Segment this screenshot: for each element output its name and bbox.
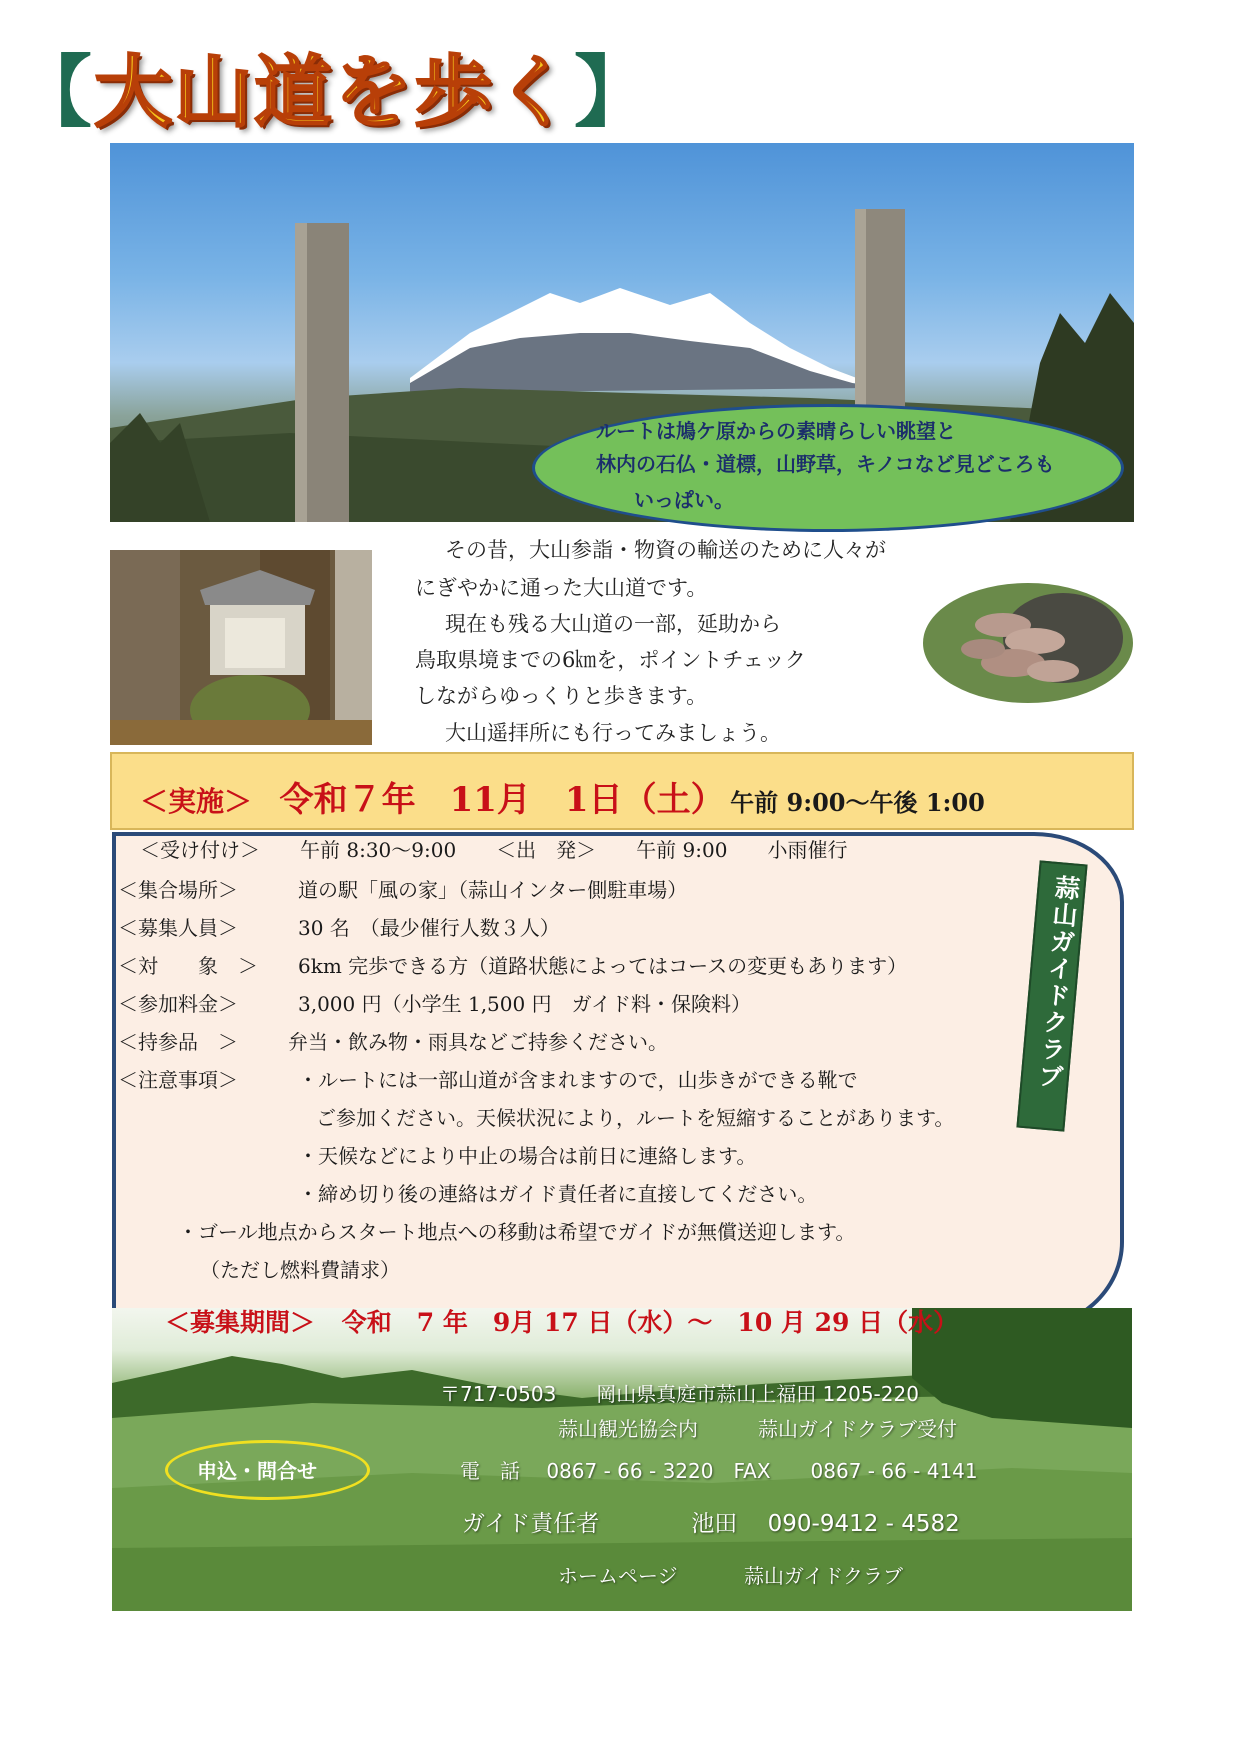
detail-label: ＜対 象 ＞ — [118, 954, 258, 978]
detail-value: 30 名 （最少催行人数３人） — [298, 916, 560, 940]
contact-guide: ガイド責任者 池田 090-9412 - 4582 — [462, 1511, 960, 1537]
note-line: ・天候などにより中止の場合は前日に連絡します。 — [298, 1144, 757, 1168]
intro-line: 鳥取県境までの6㎞を，ポイントチェック — [415, 648, 806, 672]
bubble-line: いっぱい。 — [634, 488, 734, 512]
title-bracket-open: 【 — [14, 47, 95, 138]
note-line: ご参加ください。天候状況により，ルートを短縮することがあります。 — [316, 1106, 955, 1130]
detail-label: ＜参加料金＞ — [118, 992, 238, 1016]
note-line: （ただし燃料費請求） — [200, 1258, 400, 1282]
period-label: ＜募集期間＞ — [165, 1308, 316, 1337]
mushroom-photo — [923, 583, 1133, 703]
intro-line: その昔，大山参詣・物資の輸送のために人々が — [445, 538, 886, 562]
contact-homepage: ホームページ 蒜山ガイドクラブ — [558, 1564, 903, 1588]
reception-row: ＜受け付け＞ 午前 8:30～9:00 ＜出 発＞ 午前 9:00 小雨催行 — [140, 838, 848, 862]
detail-label: ＜集合場所＞ — [118, 878, 238, 902]
detail-label: ＜持参品 ＞ — [118, 1030, 238, 1054]
period-value: 令和 7 年 9月 17 日（水）～ 10 月 29 日（水） — [341, 1308, 959, 1337]
intro-line: 大山遥拝所にも行ってみましょう。 — [445, 721, 781, 745]
detail-value: 弁当・飲み物・雨具などご持参ください。 — [288, 1030, 668, 1054]
event-time: 午前 9:00〜午後 1:00 — [730, 788, 985, 817]
intro-line: しながらゆっくりと歩きます。 — [415, 684, 708, 708]
detail-value: 6km 完歩できる方（道路状態によってはコースの変更もあります） — [298, 954, 908, 978]
detail-value: 道の駅「風の家」（蒜山インター側駐車場） — [298, 878, 688, 902]
intro-line: にぎやかに通った大山道です。 — [415, 576, 708, 600]
intro-line: 現在も残る大山道の一部，延助から — [445, 612, 781, 636]
detail-value: 3,000 円（小学生 1,500 円 ガイド料・保険料） — [298, 992, 751, 1016]
detail-value: ・ルートには一部山道が含まれますので，山歩きができる靴で — [298, 1068, 858, 1092]
application-period — [165, 1303, 958, 1339]
schedule-label: ＜実施＞ — [140, 785, 253, 818]
contact-address: 〒717-0503 岡山県真庭市蒜山上福田 1205-220 — [440, 1382, 919, 1406]
title-text: 大山道を歩く — [94, 47, 575, 138]
page-title — [14, 30, 654, 142]
shrine-photo — [110, 550, 372, 745]
event-schedule — [140, 772, 985, 821]
apply-label: 申込・問合せ — [197, 1459, 317, 1483]
bubble-line: 林内の石仏・道標，山野草，キノコなど見どころも — [596, 452, 1055, 476]
bubble-line: ルートは鳩ケ原からの素晴らしい眺望と — [596, 419, 956, 443]
title-bracket-close: 】 — [574, 47, 655, 138]
contact-office: 蒜山観光協会内 蒜山ガイドクラブ受付 — [558, 1417, 957, 1441]
note-line: ・ゴール地点からスタート地点への移動は希望でガイドが無償送迎します。 — [178, 1220, 856, 1244]
contact-phone: 電 話 0867 - 66 - 3220 FAX 0867 - 66 - 4141 — [460, 1459, 978, 1483]
note-line: ・締め切り後の連絡はガイド責任者に直接してください。 — [298, 1182, 818, 1206]
guide-club-sign-text: 蒜山ガイドクラブ — [1033, 873, 1082, 1092]
detail-label: ＜募集人員＞ — [118, 916, 238, 940]
event-date: 令和７年 11月 1日（土） — [279, 780, 725, 820]
detail-label: ＜注意事項＞ — [118, 1068, 238, 1092]
